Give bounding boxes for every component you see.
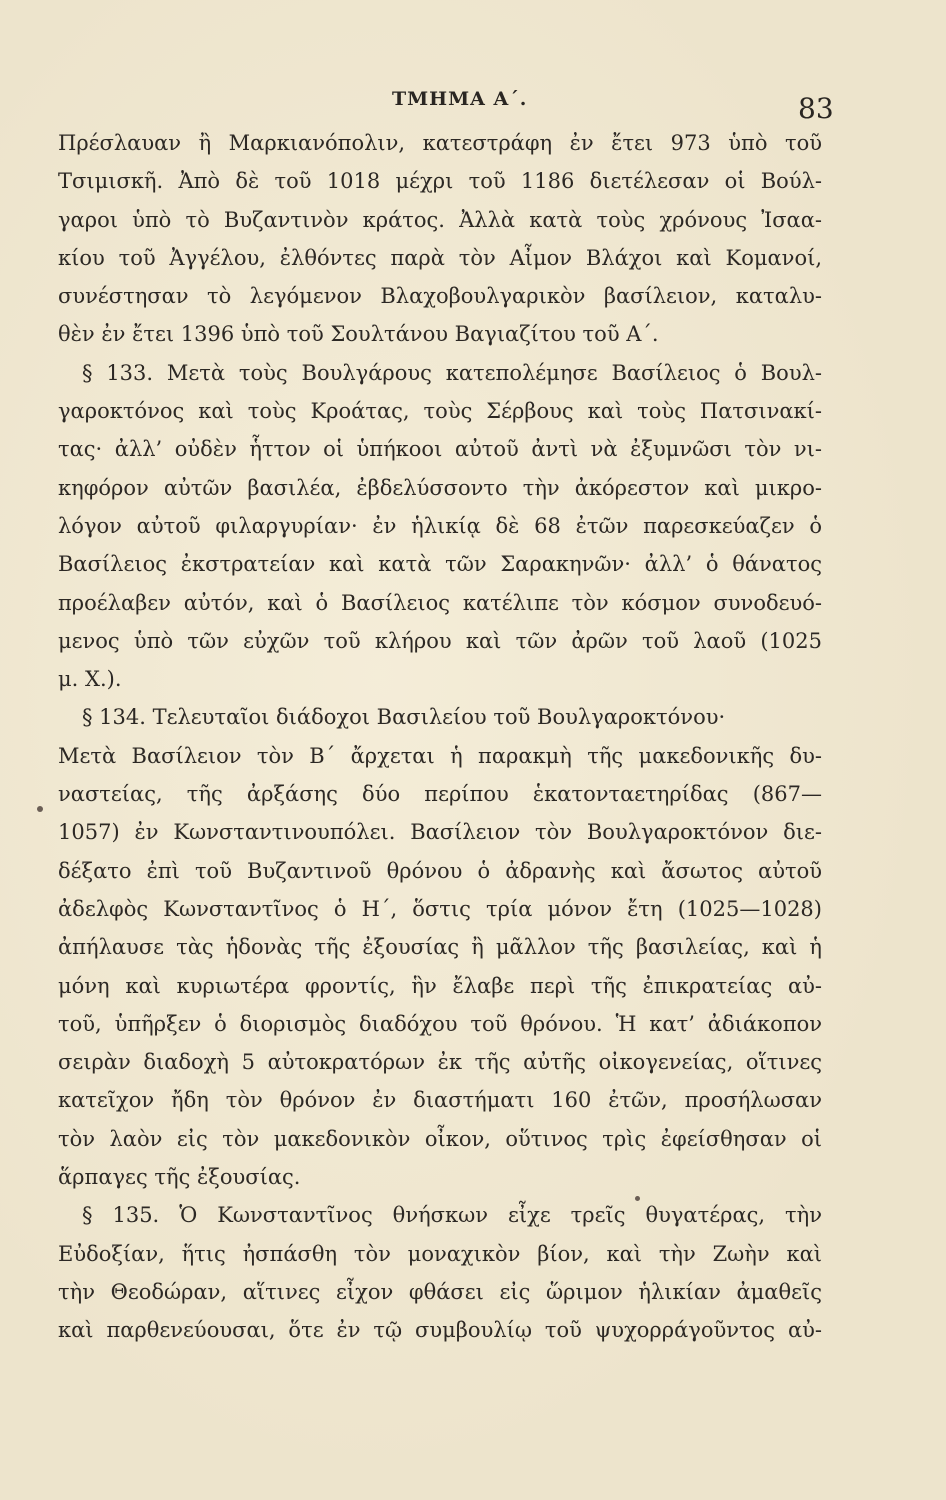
text-line: συνέστησαν τὸ λεγόμενον Βλαχοβουλγαρικὸν βασίλειον, καταλυ- bbox=[58, 284, 822, 309]
page-number: 83 bbox=[798, 92, 834, 125]
text-line: ἀδελφὸς Κωνσταντῖνος ὁ Η΄, ὅστις τρία μόνον ἔτη (1025—1028) bbox=[58, 896, 822, 921]
ink-spot bbox=[635, 1196, 640, 1201]
running-head: ΤΜΗΜΑ Α΄. bbox=[392, 88, 528, 110]
ink-spot bbox=[37, 806, 43, 812]
text-line: μόνη καὶ κυριωτέρα φροντίς, ἣν ἔλαβε περὶ τῆς ἐπικρατείας αὐ- bbox=[58, 973, 822, 998]
text-line: Μετὰ Βασίλειον τὸν Β΄ ἄρχεται ἡ παρακμὴ τῆς μακεδονικῆς δυ- bbox=[58, 743, 822, 768]
text-line: ναστείας, τῆς ἀρξάσης δύο περίπου ἑκατονταετηρίδας (867— bbox=[58, 782, 822, 807]
text-line: γαροι ὑπὸ τὸ Βυζαντινὸν κράτος. Ἀλλὰ κατὰ τοὺς χρόνους Ἰσαα- bbox=[58, 207, 822, 232]
text-line: ἅρπαγες τῆς ἐξουσίας. bbox=[58, 1165, 301, 1190]
text-line: θὲν ἐν ἔτει 1396 ὑπὸ τοῦ Σουλτάνου Βαγιαζίτου τοῦ Α΄. bbox=[58, 322, 659, 347]
text-line: Βασίλειος ἐκστρατείαν καὶ κατὰ τῶν Σαρακηνῶν· ἀλλ’ ὁ θάνατος bbox=[58, 552, 822, 577]
section-133-heading: § 133. Μετὰ τοὺς Βουλγάρους κατεπολέμησε Βασίλειος ὁ Βουλ- bbox=[82, 360, 822, 385]
text-line: σειρὰν διαδοχὴ 5 αὐτοκρατόρων ἐκ τῆς αὐτῆς οἰκογενείας, οἵτινες bbox=[58, 1050, 822, 1075]
section-134-heading: § 134. Τελευταῖοι διάδοχοι Βασιλείου τοῦ Βουλγαροκτόνου· bbox=[82, 705, 726, 730]
text-line: μενος ὑπὸ τῶν εὐχῶν τοῦ κλήρου καὶ τῶν ἀρῶν τοῦ λαοῦ (1025 bbox=[58, 628, 822, 653]
text-line: 1057) ἐν Κωνσταντινουπόλει. Βασίλειον τὸν Βουλγαροκτόνον διε- bbox=[58, 820, 822, 845]
text-line: Πρέσλαυαν ἢ Μαρκιανόπολιν, κατεστράφη ἐν ἔτει 973 ὑπὸ τοῦ bbox=[58, 131, 822, 155]
text-line: καὶ παρθενεύουσαι, ὅτε ἐν τῷ συμβουλίῳ τοῦ ψυχορράγοῦντος αὐ- bbox=[58, 1318, 822, 1343]
text-line: κατεῖχον ἤδη τὸν θρόνον ἐν διαστήματι 160 ἐτῶν, προσήλωσαν bbox=[58, 1088, 822, 1113]
text-line: τὸν λαὸν εἰς τὸν μακεδονικὸν οἶκον, οὕτινος τρὶς ἐφείσθησαν οἱ bbox=[58, 1126, 822, 1151]
text-line: μ. Χ.). bbox=[58, 667, 122, 692]
text-line: τας· ἀλλ’ οὐδὲν ἧττον οἱ ὑπήκοοι αὐτοῦ ἀντὶ νὰ ἐξυμνῶσι τὸν νι- bbox=[58, 437, 822, 462]
text-line: ἀπήλαυσε τὰς ἡδονὰς τῆς ἐξουσίας ἢ μᾶλλον τῆς βασιλείας, καὶ ἡ bbox=[58, 935, 822, 960]
text-line: Τσιμισκῆ. Ἀπὸ δὲ τοῦ 1018 μέχρι τοῦ 1186 διετέλεσαν οἱ Βούλ- bbox=[58, 169, 822, 194]
section-135-heading: § 135. Ὁ Κωνσταντῖνος θνήσκων εἶχε τρεῖς θυγατέρας, τὴν bbox=[82, 1203, 822, 1228]
text-line: προέλαβεν αὐτόν, καὶ ὁ Βασίλειος κατέλιπε τὸν κόσμον συνοδευό- bbox=[58, 590, 822, 615]
text-line: κηφόρον αὐτῶν βασιλέα, ἐβδελύσσοντο τὴν ἀκόρεστον καὶ μικρο- bbox=[58, 475, 822, 500]
text-line: κίου τοῦ Ἀγγέλου, ἐλθόντες παρὰ τὸν Αἶμον Βλάχοι καὶ Κομανοί, bbox=[58, 245, 822, 270]
text-line: δέξατο ἐπὶ τοῦ Βυζαντινοῦ θρόνου ὁ ἀδρανὴς καὶ ἄσωτος αὐτοῦ bbox=[58, 858, 822, 883]
text-line: τὴν Θεοδώραν, αἵτινες εἶχον φθάσει εἰς ὥριμον ἡλικίαν ἀμαθεῖς bbox=[58, 1279, 822, 1304]
text-line: Εὐδοξίαν, ἥτις ἠσπάσθη τὸν μοναχικὸν βίον, καὶ τὴν Ζωὴν καὶ bbox=[58, 1241, 822, 1266]
text-line: γαροκτόνος καὶ τοὺς Κροάτας, τοὺς Σέρβους καὶ τοὺς Πατσινακί- bbox=[58, 399, 822, 424]
body-text bbox=[58, 124, 822, 1350]
text-line: λόγον αὐτοῦ φιλαργυρίαν· ἐν ἡλικίᾳ δὲ 68 ἐτῶν παρεσκεύαζεν ὁ bbox=[58, 513, 822, 538]
text-line: τοῦ, ὑπῆρξεν ὁ διορισμὸς διαδόχου τοῦ θρόνου. Ἡ κατ’ ἀδιάκοπον bbox=[58, 1011, 822, 1036]
